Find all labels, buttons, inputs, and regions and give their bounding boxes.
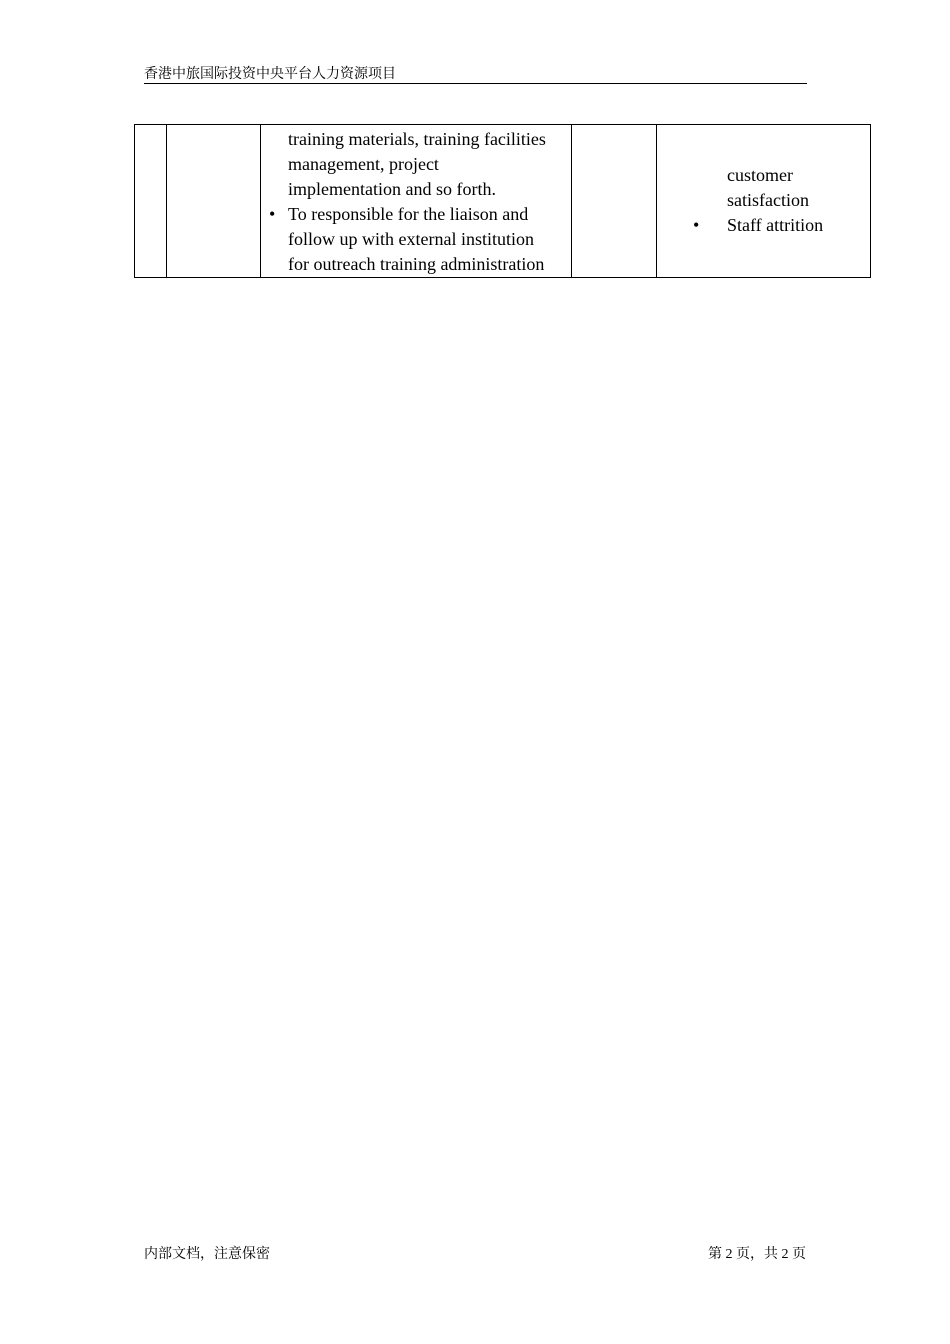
list-line: training materials, training facilities [288,129,546,149]
responsibilities-list [261,125,571,277]
list-line: customer [727,165,793,185]
table-cell-2 [167,125,261,278]
kpi-list [657,125,870,238]
list-line: follow up with external institution [288,229,534,249]
list-line: satisfaction [727,190,809,210]
table-row [135,125,871,278]
content-table [134,124,871,278]
list-line: implementation and so forth. [288,179,496,199]
table-cell-kpi [657,125,871,278]
list-item [261,202,571,227]
list-line: management, project [288,154,439,174]
list-line-text: To responsible for the liaison and [288,204,529,224]
list-line: for outreach training administration [288,254,545,274]
header-rule [144,83,807,84]
list-item [657,213,870,238]
footer-confidential: 内部文档，注意保密 [144,1247,270,1262]
table-cell-responsibilities [261,125,572,278]
bullet-icon: • [693,215,700,235]
list-line-text: Staff attrition [727,215,824,235]
table-cell-1 [135,125,167,278]
table-cell-4 [572,125,657,278]
bullet-icon: • [269,204,276,224]
page-header-title: 香港中旅国际投资中央平台人力资源项目 [144,67,396,82]
footer-page-number: 第 2 页，共 2 页 [708,1247,806,1262]
